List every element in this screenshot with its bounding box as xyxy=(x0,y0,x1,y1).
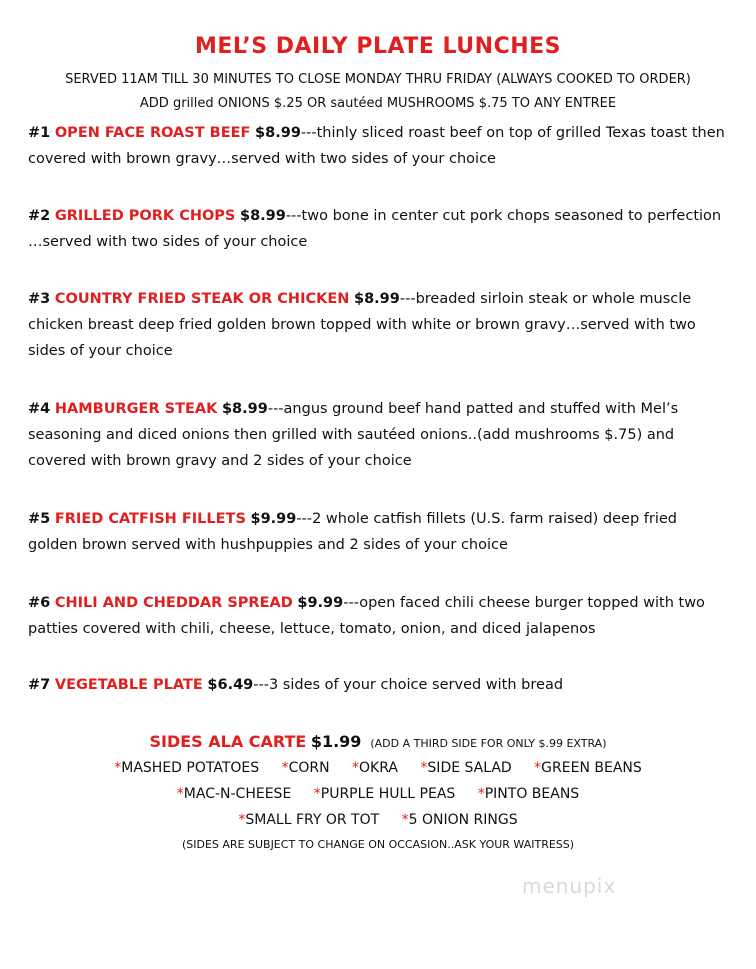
menu-item xyxy=(28,396,728,474)
item-number: #6 xyxy=(28,595,51,611)
menu-item xyxy=(28,672,728,698)
star-icon: * xyxy=(401,812,409,828)
side-item-label: OKRA xyxy=(359,760,398,776)
star-icon: * xyxy=(114,760,122,776)
sides-price: $1.99 xyxy=(310,732,362,751)
item-description: ---2 whole catfish fillets (U.S. farm raised) deep fried golden brown served with hushpuppies and 2 sides of your choice xyxy=(28,511,678,553)
side-item xyxy=(402,812,518,828)
item-price: $8.99 xyxy=(354,291,400,307)
item-name: HAMBURGER STEAK xyxy=(54,401,218,417)
item-number: #7 xyxy=(28,677,51,693)
menu-item xyxy=(28,590,728,642)
side-item xyxy=(314,786,456,802)
item-price: $8.99 xyxy=(221,401,268,417)
side-item xyxy=(420,760,511,776)
side-item xyxy=(282,760,330,776)
side-item xyxy=(478,786,579,802)
add-ons-text-b: ONIONS $.25 OR xyxy=(213,96,331,111)
item-number: #1 xyxy=(28,125,51,141)
star-icon: * xyxy=(477,786,485,802)
add-ons-text-c: MUSHROOMS $.75 TO ANY ENTREE xyxy=(382,96,617,111)
sides-row xyxy=(0,760,756,776)
serving-hours: SERVED 11AM TILL 30 MINUTES TO CLOSE MONDAY THRU FRIDAY (ALWAYS COOKED TO ORDER) xyxy=(65,72,691,87)
side-item xyxy=(177,786,292,802)
item-name: COUNTRY FRIED STEAK OR CHICKEN xyxy=(54,291,350,307)
item-name: VEGETABLE PLATE xyxy=(54,677,203,693)
item-description: ---open faced chili cheese burger topped with two patties covered with chili, cheese, lettuce, tomato, onion, and diced jalapenos xyxy=(28,595,705,637)
menu-item xyxy=(28,286,728,364)
item-description: ---3 sides of your choice served with bread xyxy=(253,677,564,693)
side-item-label: PINTO BEANS xyxy=(484,786,580,802)
sides-heading xyxy=(0,732,756,751)
add-ons-grilled: grilled xyxy=(172,96,214,111)
menu-item xyxy=(28,120,728,172)
item-name: CHILI AND CHEDDAR SPREAD xyxy=(54,595,293,611)
item-number: #5 xyxy=(28,511,51,527)
add-ons-sauteed: sautéed xyxy=(330,96,383,111)
item-description: ---thinly sliced roast beef on top of grilled Texas toast then covered with brown gravy…served with two sides of your choice xyxy=(28,125,725,167)
item-price: $6.49 xyxy=(207,677,254,693)
sides-footnote: (SIDES ARE SUBJECT TO CHANGE ON OCCASION..ASK YOUR WAITRESS) xyxy=(181,838,575,851)
sides-title: SIDES ALA CARTE xyxy=(149,732,307,751)
side-item-label: SIDE SALAD xyxy=(427,760,512,776)
sides-row xyxy=(0,786,756,802)
item-number: #4 xyxy=(28,401,51,417)
side-item xyxy=(352,760,398,776)
item-description: ---angus ground beef hand patted and stuffed with Mel’s seasoning and diced onions then grilled with sautéed onions..(add mushrooms $.75) and covered with brown gravy and 2 sides of your choice xyxy=(28,401,679,469)
add-ons-note xyxy=(0,96,756,111)
item-number: #3 xyxy=(28,291,51,307)
side-item-label: SMALL FRY OR TOT xyxy=(245,812,380,828)
side-item xyxy=(534,760,642,776)
side-item-label: CORN xyxy=(288,760,330,776)
menupix-watermark: menupix xyxy=(522,874,617,898)
side-item-label: PURPLE HULL PEAS xyxy=(320,786,456,802)
menu-item xyxy=(28,506,728,558)
item-number: #2 xyxy=(28,208,51,224)
star-icon: * xyxy=(176,786,184,802)
sides-row xyxy=(0,812,756,828)
star-icon: * xyxy=(352,760,360,776)
menu-title: MEL’S DAILY PLATE LUNCHES xyxy=(195,34,561,59)
side-item-label: 5 ONION RINGS xyxy=(408,812,518,828)
sides-extra-note: (ADD A THIRD SIDE FOR ONLY $.99 EXTRA) xyxy=(370,737,607,750)
star-icon: * xyxy=(238,812,246,828)
star-icon: * xyxy=(420,760,428,776)
side-item xyxy=(238,812,379,828)
item-price: $9.99 xyxy=(297,595,344,611)
side-item-label: GREEN BEANS xyxy=(541,760,642,776)
item-description: ---two bone in center cut pork chops seasoned to perfection …served with two sides of your choice xyxy=(28,208,722,250)
side-item-label: MAC-N-CHEESE xyxy=(183,786,292,802)
side-item xyxy=(114,760,259,776)
item-price: $8.99 xyxy=(239,208,286,224)
item-price: $8.99 xyxy=(255,125,301,141)
item-description: ---breaded sirloin steak or whole muscle chicken breast deep fried golden brown topped with white or brown gravy…served with two sides of your choice xyxy=(28,291,696,359)
star-icon: * xyxy=(281,760,289,776)
star-icon: * xyxy=(313,786,321,802)
side-item-label: MASHED POTATOES xyxy=(121,760,260,776)
star-icon: * xyxy=(534,760,542,776)
item-name: OPEN FACE ROAST BEEF xyxy=(54,125,251,141)
item-name: FRIED CATFISH FILLETS xyxy=(54,511,246,527)
add-ons-text-a: ADD xyxy=(139,96,173,111)
menu-item xyxy=(28,203,728,255)
item-price: $9.99 xyxy=(250,511,297,527)
item-name: GRILLED PORK CHOPS xyxy=(54,208,236,224)
